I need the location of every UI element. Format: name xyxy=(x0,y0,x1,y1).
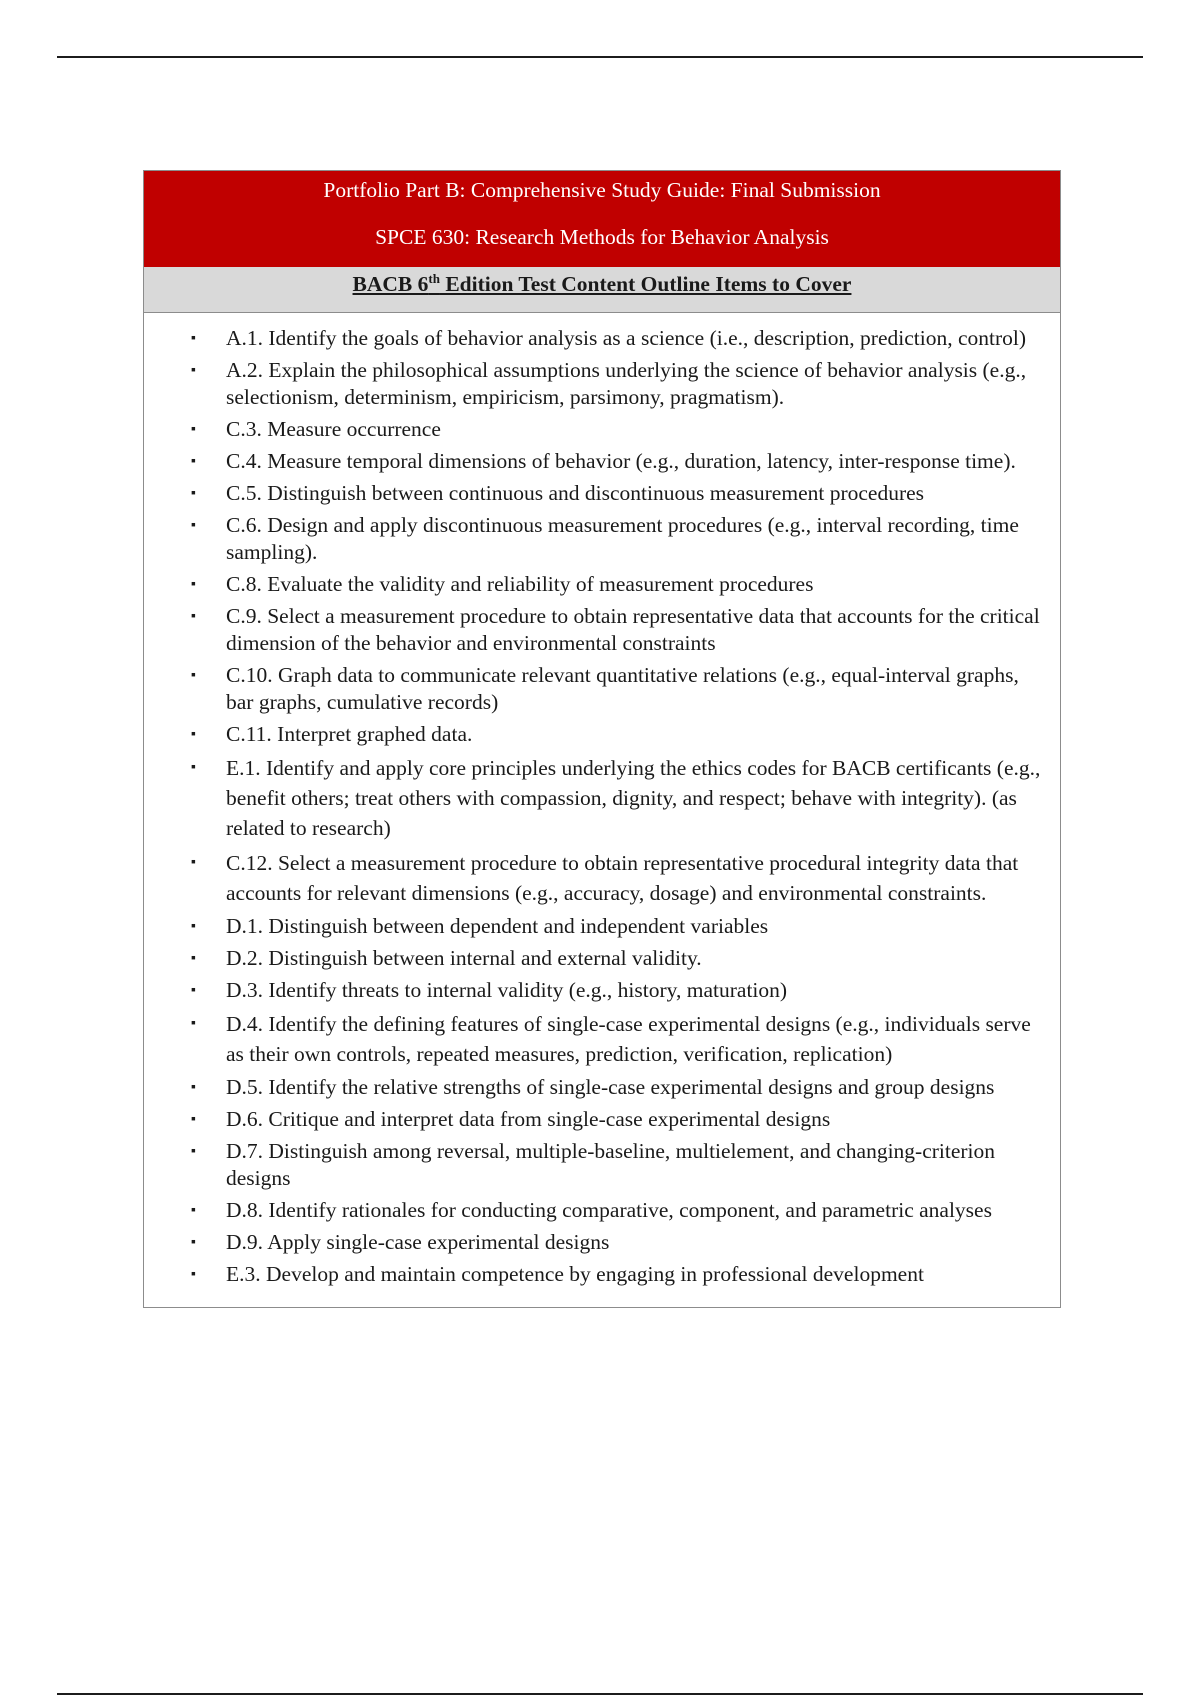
outline-heading-suffix: Edition Test Content Outline Items to Cover xyxy=(439,272,852,296)
bullet-icon: ▪ xyxy=(191,951,196,966)
list-item-text: C.6. Design and apply discontinuous measurement procedures (e.g., interval recording, time sampling). xyxy=(226,513,1019,564)
top-rule xyxy=(57,56,1143,58)
bullet-icon: ▪ xyxy=(191,331,196,346)
bullet-icon: ▪ xyxy=(191,486,196,501)
list-item xyxy=(144,416,1046,443)
bullet-icon: ▪ xyxy=(191,609,196,624)
list-item xyxy=(144,357,1046,411)
outline-heading-text xyxy=(351,272,854,296)
list-item-text: D.4. Identify the defining features of single-case experimental designs (e.g., individuals serve as their own controls, repeated measures, prediction, verification, replication) xyxy=(226,1012,1031,1066)
list-item-text: E.3. Develop and maintain competence by engaging in professional development xyxy=(226,1262,924,1286)
list-item-text: D.3. Identify threats to internal validity (e.g., history, maturation) xyxy=(226,978,788,1002)
list-item xyxy=(144,1138,1046,1192)
bullet-icon: ▪ xyxy=(191,760,196,775)
list-item-text: D.2. Distinguish between internal and external validity. xyxy=(226,946,702,970)
list-item-text: D.7. Distinguish among reversal, multiple-baseline, multielement, and changing-criterion designs xyxy=(226,1139,996,1190)
bullet-icon: ▪ xyxy=(191,422,196,437)
bullet-icon: ▪ xyxy=(191,1203,196,1218)
list-item-text: E.1. Identify and apply core principles underlying the ethics codes for BACB certificants (e.g., benefit others; treat others with compassion, dignity, and respect; behave with integrity). (as related to research) xyxy=(226,756,1041,840)
bullet-icon: ▪ xyxy=(191,1016,196,1031)
list-item-text: C.11. Interpret graphed data. xyxy=(226,722,473,746)
list-item xyxy=(144,753,1046,843)
list-item xyxy=(144,1009,1046,1069)
outline-items-list xyxy=(144,313,1060,1307)
title-banner xyxy=(144,171,1060,267)
list-item xyxy=(144,662,1046,716)
list-item-text: C.12. Select a measurement procedure to obtain representative procedural integrity data that accounts for relevant dimensions (e.g., accuracy, dosage) and environmental constraints. xyxy=(226,851,1019,905)
list-item-text: D.8. Identify rationales for conducting comparative, component, and parametric analyses xyxy=(226,1198,992,1222)
outline-heading-prefix: BACB 6 xyxy=(352,272,429,296)
bullet-icon: ▪ xyxy=(191,855,196,870)
list-item xyxy=(144,945,1046,972)
list-item-text: C.10. Graph data to communicate relevant quantitative relations (e.g., equal-interval graphs, bar graphs, cumulative records) xyxy=(226,663,1019,714)
list-item-text: D.9. Apply single-case experimental designs xyxy=(226,1230,610,1254)
bullet-icon: ▪ xyxy=(191,727,196,742)
bullet-icon: ▪ xyxy=(191,1235,196,1250)
bullet-icon: ▪ xyxy=(191,577,196,592)
list-item-text: D.1. Distinguish between dependent and independent variables xyxy=(226,914,769,938)
list-item-text: D.6. Critique and interpret data from single-case experimental designs xyxy=(226,1107,831,1131)
list-item xyxy=(144,1106,1046,1133)
list-item xyxy=(144,977,1046,1004)
outline-heading-sup: th xyxy=(428,270,440,286)
course-title: SPCE 630: Research Methods for Behavior Analysis xyxy=(375,225,829,249)
guide-title: Portfolio Part B: Comprehensive Study Guide: Final Submission xyxy=(323,178,881,202)
list-item-text: C.8. Evaluate the validity and reliability of measurement procedures xyxy=(226,572,814,596)
list-item xyxy=(144,603,1046,657)
bullet-icon: ▪ xyxy=(191,1080,196,1095)
bullet-icon: ▪ xyxy=(191,983,196,998)
bullet-icon: ▪ xyxy=(191,518,196,533)
list-item-text: C.5. Distinguish between continuous and discontinuous measurement procedures xyxy=(226,481,925,505)
bullet-icon: ▪ xyxy=(191,919,196,934)
bullet-icon: ▪ xyxy=(191,1112,196,1127)
list-item xyxy=(144,721,1046,748)
list-item xyxy=(144,480,1046,507)
list-item-text: A.1. Identify the goals of behavior analysis as a science (i.e., description, prediction, control) xyxy=(226,326,1027,350)
list-item xyxy=(144,1261,1046,1288)
list-item-text: A.2. Explain the philosophical assumptions underlying the science of behavior analysis (e.g., selectionism, determinism, empiricism, parsimony, pragmatism). xyxy=(226,358,1027,409)
list-item xyxy=(144,1074,1046,1101)
list-item xyxy=(144,571,1046,598)
list-item xyxy=(144,512,1046,566)
list-item-text: C.9. Select a measurement procedure to obtain representative data that accounts for the critical dimension of the behavior and environmental constraints xyxy=(226,604,1040,655)
list-item xyxy=(144,448,1046,475)
list-item xyxy=(144,848,1046,908)
bullet-icon: ▪ xyxy=(191,668,196,683)
bullet-icon: ▪ xyxy=(191,1267,196,1282)
bullet-icon: ▪ xyxy=(191,454,196,469)
bullet-icon: ▪ xyxy=(191,1144,196,1159)
outline-heading xyxy=(144,267,1060,313)
bullet-icon: ▪ xyxy=(191,363,196,378)
list-item-text: C.3. Measure occurrence xyxy=(226,417,441,441)
list-item xyxy=(144,325,1046,352)
list-item xyxy=(144,913,1046,940)
list-item-text: C.4. Measure temporal dimensions of behavior (e.g., duration, latency, inter-response time). xyxy=(226,449,1016,473)
list-item xyxy=(144,1229,1046,1256)
list-item-text: D.5. Identify the relative strengths of single-case experimental designs and group designs xyxy=(226,1075,995,1099)
bottom-rule xyxy=(57,1693,1143,1695)
list-item xyxy=(144,1197,1046,1224)
study-guide-table xyxy=(143,170,1061,1308)
